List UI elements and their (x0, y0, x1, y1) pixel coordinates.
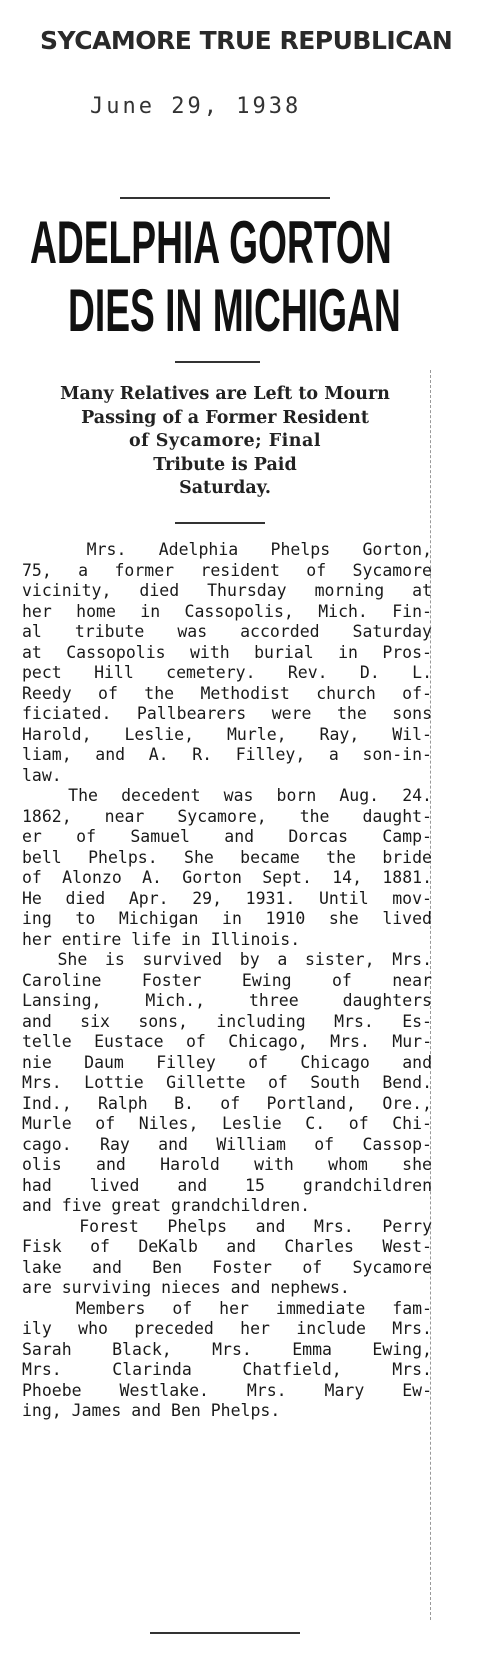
headline-top-rule (120, 197, 330, 199)
deck-line: of Sycamore; Final (129, 431, 321, 451)
article-line: pect Hill cemetery. Rev. D. L. (22, 663, 432, 682)
article-end-rule (150, 1632, 300, 1634)
article-line: liam, and A. R. Filley, a son-in- (22, 745, 432, 764)
article-line: nie Daum Filley of Chicago and (22, 1052, 432, 1072)
deck-line: Many Relatives are Left to Mourn (60, 384, 390, 404)
article-line: law. (22, 765, 62, 785)
deck-line: Tribute is Paid (153, 454, 297, 475)
article-line: bell Phelps. She became the bride (22, 847, 432, 867)
article-line: ing, James and Ben Phelps. (22, 1401, 281, 1420)
article-line: He died Apr. 29, 1931. Until mov- (22, 888, 432, 908)
article-line: Murle of Niles, Leslie C. of Chi- (22, 1114, 432, 1133)
article-line: Members of her immediate fam- (22, 1298, 432, 1318)
headline-line-2: DIES IN MICHIGAN (68, 277, 401, 344)
article-line: Mrs. Adelphia Phelps Gorton, (22, 540, 432, 559)
article-line: ficiated. Pallbearers were the sons (22, 704, 432, 723)
article-line: er of Samuel and Dorcas Camp- (22, 827, 432, 846)
article-line: al tribute was accorded Saturday (22, 622, 432, 641)
article-line: Sarah Black, Mrs. Emma Ewing, (22, 1339, 432, 1359)
article-line: Forest Phelps and Mrs. Perry (22, 1216, 432, 1236)
article-line: of Alonzo A. Gorton Sept. 14, 1881. (22, 868, 432, 887)
article-line: Lansing, Mich., three daughters (22, 991, 432, 1010)
article-line: olis and Harold with whom she (22, 1155, 432, 1174)
article-line: 75, a former resident of Sycamore (22, 560, 432, 580)
article-line: Reedy of the Methodist church of- (22, 683, 432, 703)
article-line: her entire life in Illinois. (22, 929, 301, 949)
article-line: Caroline Foster Ewing of near (22, 970, 432, 990)
article-line: had lived and 15 grandchildren (22, 1175, 432, 1195)
article-body (22, 540, 432, 1422)
article-line: are surviving nieces and nephews. (22, 1278, 350, 1297)
article-line: She is survived by a sister, Mrs. (22, 950, 432, 969)
article-line: 1862, near Sycamore, the daught- (22, 806, 432, 826)
article-line: her home in Cassopolis, Mich. Fin- (22, 601, 432, 621)
article-line: at Cassopolis with burial in Pros- (22, 642, 432, 662)
newspaper-masthead: SYCAMORE TRUE REPUBLICAN (40, 26, 453, 55)
article-line: cago. Ray and William of Cassop- (22, 1134, 432, 1154)
headline-line-1: ADELPHIA GORTON (30, 209, 392, 276)
publication-date: June 29, 1938 (90, 94, 302, 119)
headline-divider-rule (175, 361, 260, 363)
article-line: Mrs. Clarinda Chatfield, Mrs. (22, 1360, 432, 1379)
article-line: and six sons, including Mrs. Es- (22, 1011, 432, 1031)
deck-line: Saturday. (179, 478, 271, 498)
article-line: ily who preceded her include Mrs. (22, 1319, 432, 1338)
article-line: The decedent was born Aug. 24. (22, 786, 432, 805)
deck-divider-rule (175, 522, 265, 524)
article-line: lake and Ben Foster of Sycamore (22, 1257, 432, 1277)
article-line: and five great grandchildren. (22, 1196, 311, 1215)
article-line: Harold, Leslie, Murle, Ray, Wil- (22, 724, 432, 744)
article-line: Fisk of DeKalb and Charles West- (22, 1237, 432, 1256)
subheadline-deck (20, 383, 430, 501)
article-line: Mrs. Lottie Gillette of South Bend. (22, 1073, 432, 1092)
article-line: ing to Michigan in 1910 she lived (22, 909, 432, 928)
article-line: vicinity, died Thursday morning at (22, 581, 432, 600)
article-line: telle Eustace of Chicago, Mrs. Mur- (22, 1032, 432, 1051)
article-line: Phoebe Westlake. Mrs. Mary Ew- (22, 1380, 432, 1400)
deck-line: Passing of a Former Resident (81, 407, 369, 428)
article-line: Ind., Ralph B. of Portland, Ore., (22, 1093, 432, 1113)
